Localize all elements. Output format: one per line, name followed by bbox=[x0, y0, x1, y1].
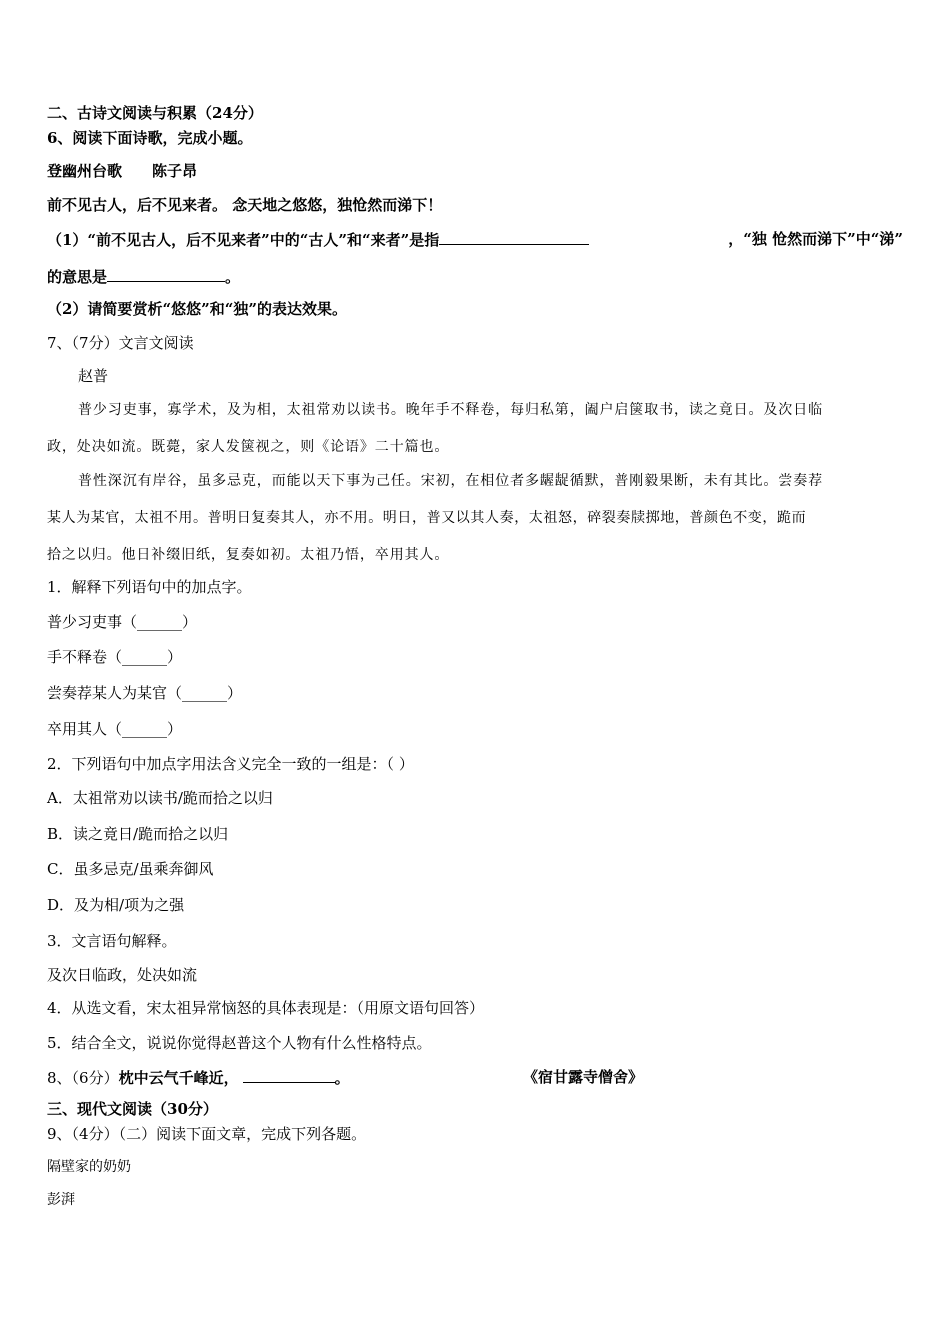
poem-author: 陈子昂 bbox=[152, 162, 198, 180]
q6-sub1-text-a: （1）“前不见古人，后不见来者”中的“古人”和“来者”是指 bbox=[47, 231, 440, 249]
q6-sub1-text-c: 的意思是 bbox=[47, 268, 108, 286]
q8-prefix: 8、（6分） bbox=[47, 1069, 119, 1087]
q7-para1-line2: 政，处决如流。既薨，家人发箧视之，则《论语》二十篇也。 bbox=[47, 439, 450, 455]
q7-q1-item: 尝奏荐某人为某官（______） bbox=[47, 684, 243, 702]
q7-q4: 4．从选文看，宋太祖异常恼怒的具体表现是：（用原文语句回答） bbox=[47, 999, 485, 1017]
q8 bbox=[47, 1067, 350, 1088]
q6-sub1-text-d: 。 bbox=[225, 268, 241, 286]
q7-para1-line1: 普少习吏事，寡学术，及为相，太祖常劝以读书。晚年手不释卷，每归私第，阖户启箧取书，读之竟日。及次日临 bbox=[78, 402, 823, 418]
q7-q2-option: B．读之竟日/跪而拾之以归 bbox=[47, 825, 229, 843]
q7-para2-line2: 某人为某官，太祖不用。普明日复奏其人，亦不用。明日，普又以其人奏，太祖怒，碎裂奏牍掷地，普颜色不变，跪而 bbox=[47, 510, 807, 526]
q7-q1-item: 普少习吏事（______） bbox=[47, 613, 198, 631]
article-author: 彭湃 bbox=[47, 1192, 75, 1208]
section2-heading: 二、古诗文阅读与积累（24分） bbox=[47, 104, 263, 122]
q9-prompt: 9、（4分）（二）阅读下面文章，完成下列各题。 bbox=[47, 1125, 367, 1143]
q7-q2-option: C．虽多忌克/虽乘奔御风 bbox=[47, 860, 214, 878]
q8-suffix: 。 bbox=[334, 1069, 350, 1087]
q7-q1-item: 手不释卷（______） bbox=[47, 648, 183, 666]
q7-q2: 2．下列语句中加点字用法含义完全一致的一组是：（ ） bbox=[47, 755, 414, 773]
answer-blank[interactable] bbox=[243, 1067, 335, 1083]
q7-q2-option: A．太祖常劝以读书/跪而拾之以归 bbox=[47, 789, 273, 807]
q7-q3-sentence: 及次日临政，处决如流 bbox=[47, 966, 198, 984]
q7-prompt: 7、（7分）文言文阅读 bbox=[47, 334, 194, 352]
q7-para2-line3: 拾之以归。他日补缀旧纸，复奏如初。太祖乃悟，卒用其人。 bbox=[47, 547, 450, 563]
article-title: 隔壁家的奶奶 bbox=[47, 1159, 131, 1175]
q7-q2-option: D．及为相/项为之强 bbox=[47, 896, 185, 914]
q7-para2-line1: 普性深沉有岸谷，虽多忌克，而能以天下事为己任。宋初，在相位者多龌龊循默，普刚毅果断，未有其比。尝奏荐 bbox=[78, 473, 823, 489]
q7-title: 赵普 bbox=[78, 367, 109, 385]
q6-sub1-line1 bbox=[47, 229, 903, 250]
q6-prompt: 6、阅读下面诗歌，完成小题。 bbox=[47, 129, 253, 147]
q7-q3: 3．文言语句解释。 bbox=[47, 932, 177, 950]
q7-q1-item: 卒用其人（______） bbox=[47, 720, 183, 738]
q7-q5: 5．结合全文，说说你觉得赵普这个人物有什么性格特点。 bbox=[47, 1034, 432, 1052]
answer-blank[interactable] bbox=[107, 266, 225, 282]
answer-blank[interactable] bbox=[439, 229, 589, 245]
poem-text: 前不见古人，后不见来者。 念天地之悠悠，独怆然而涕下！ bbox=[47, 196, 443, 214]
section3-heading: 三、现代文阅读（30分） bbox=[47, 1100, 218, 1118]
q7-q1: 1．解释下列语句中的加点字。 bbox=[47, 578, 252, 596]
poem-header bbox=[47, 161, 197, 181]
q6-sub2: （2）请简要赏析“悠悠”和“独”的表达效果。 bbox=[47, 300, 347, 318]
q8-line: 枕中云气千峰近， bbox=[118, 1069, 239, 1087]
poem-title: 登幽州台歌 bbox=[47, 162, 123, 180]
q6-sub1-text-b: ，“独 怆然而涕下”中“涕” bbox=[728, 230, 903, 248]
q8-source: 《宿甘露寺僧舍》 bbox=[523, 1068, 644, 1086]
q6-sub1-line2 bbox=[47, 266, 240, 287]
